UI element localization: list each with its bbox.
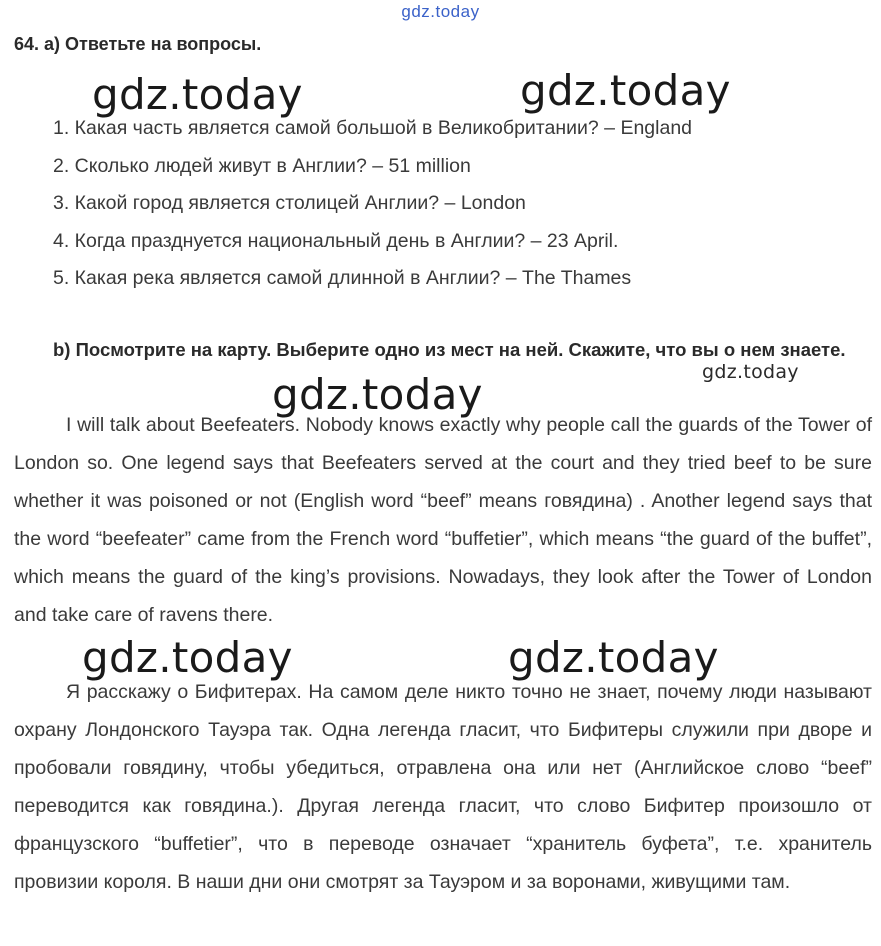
watermark: gdz.today bbox=[508, 633, 719, 682]
watermark: gdz.today bbox=[272, 370, 483, 419]
english-text bbox=[14, 406, 872, 634]
question-item: 2. Сколько людей живут в Англии? – 51 million bbox=[53, 154, 471, 177]
watermark: gdz.today bbox=[92, 70, 303, 119]
site-logo[interactable]: gdz.today bbox=[401, 2, 480, 21]
russian-text-body: Я расскажу о Бифитерах. На самом деле никто точно не знает, почему люди называют охрану Лондонского Тауэра так. Одна легенда гласит, что Бифитеры служили при дворе и пробовали говядину, чтобы убедиться, отравлена она или нет (Английское слово “beef” переводится как говядина.). Другая легенда гласит, что слово Бифитер произошло от французского “buffetier”, что в переводе означает “хранитель буфета”, т.е. хранитель провизии короля. В наши дни они смотрят за Тауэром и за воронами, живущими там. bbox=[14, 681, 872, 893]
exercise-heading: 64. a) Ответьте на вопросы. bbox=[14, 34, 262, 54]
russian-text bbox=[14, 673, 872, 901]
task-b-heading: b) Посмотрите на карту. Выберите одно из мест на ней. Скажите, что вы о нем знаете. bbox=[53, 339, 846, 360]
watermark: gdz.today bbox=[82, 633, 293, 682]
watermark: gdz.today bbox=[520, 66, 731, 115]
question-item: 5. Какая река является самой длинной в Англии? – The Thames bbox=[53, 267, 632, 290]
watermark: gdz.today bbox=[702, 361, 799, 383]
question-item: 1. Какая часть является самой большой в Великобритании? – England bbox=[53, 117, 693, 139]
english-text-body: I will talk about Beefeaters. Nobody knows exactly why people call the guards of the Tower of London so. One legend says that Beefeaters served at the court and they tried beef to be sure whether it was poisoned or not (English word “beef” means говядина) . Another legend says that the word “beefeater” came from the French word “buffetier”, which means “the guard of the buffet”, which means the guard of the king’s provisions. Nowadays, they look after the Tower of London and take care of ravens there. bbox=[14, 414, 872, 626]
question-item: 4. Когда празднуется национальный день в Англии? – 23 April. bbox=[53, 229, 619, 252]
question-item: 3. Какой город является столицей Англии? – London bbox=[53, 192, 526, 215]
questions-list bbox=[53, 110, 692, 298]
